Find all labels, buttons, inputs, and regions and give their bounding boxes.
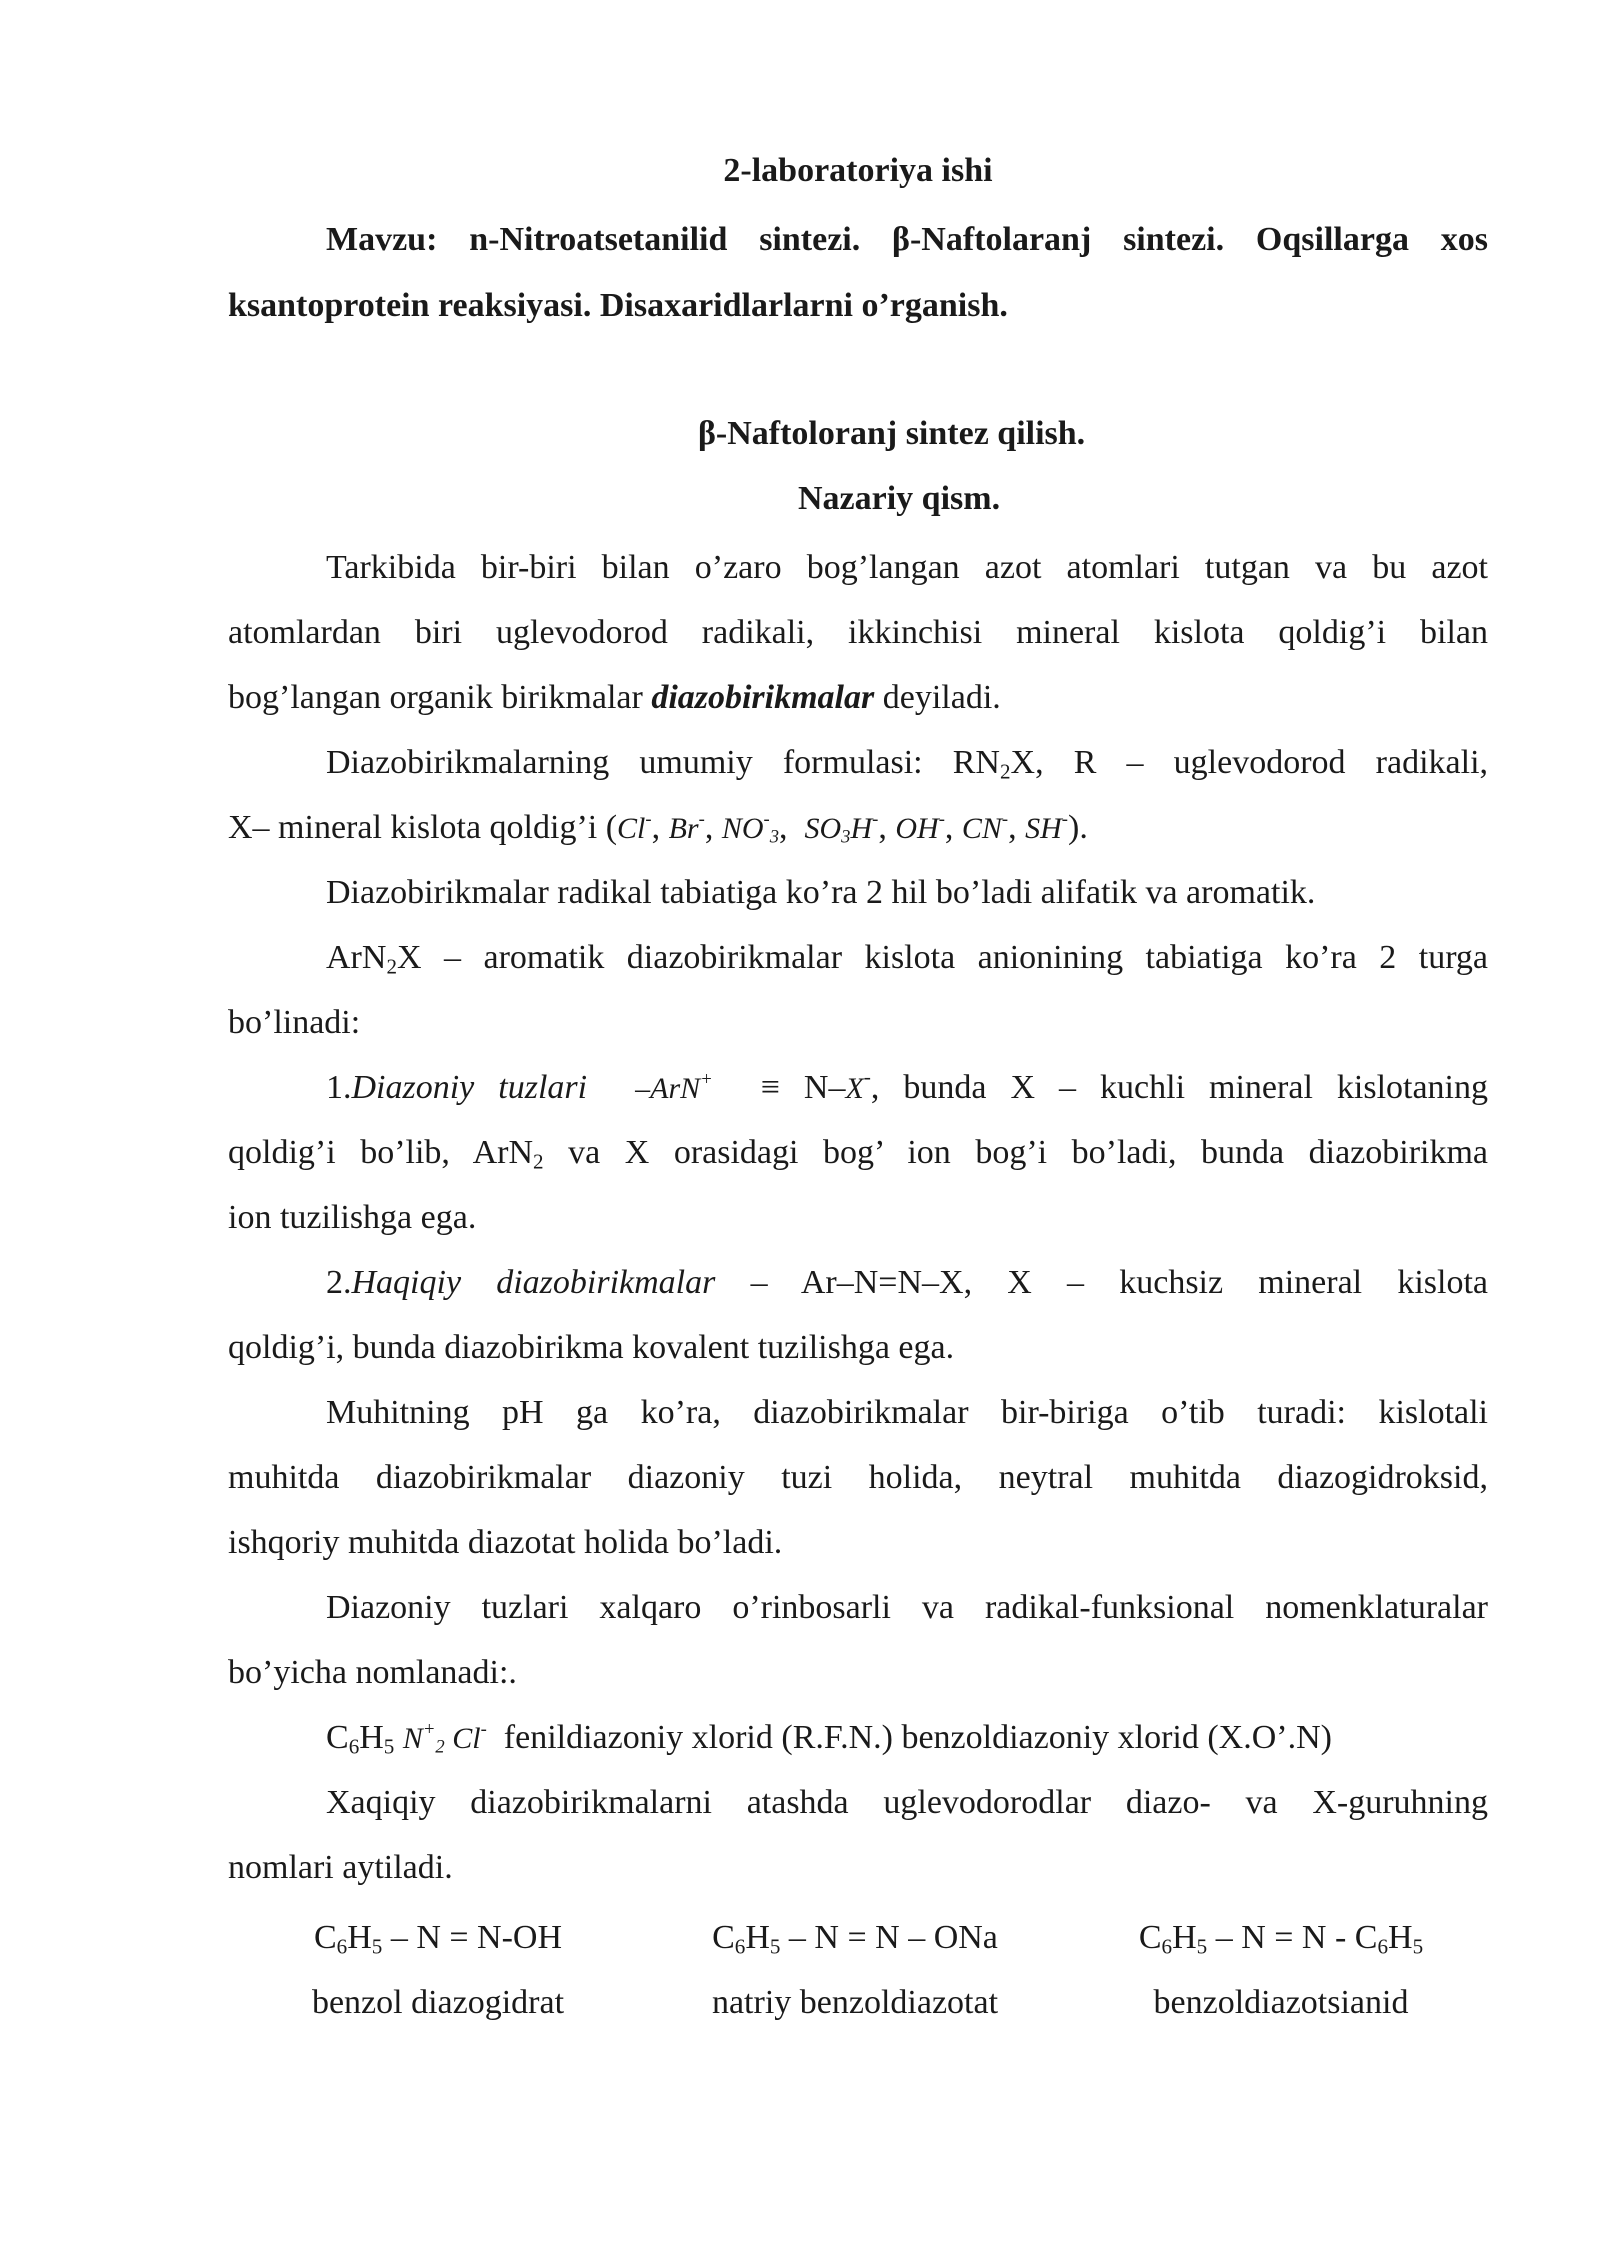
p7-line-2: nomlari aytiladi. [228,1849,453,1886]
p2-line-1-a: Diazobirikmalarning umumiy formulasi: RN [326,744,1000,781]
compound-formula-3: $C_6H_5 - N = N - C_6H_5$ [1138,1919,1424,1959]
item1-line-3: ion tuzilishga ega. [228,1199,477,1236]
compound-formula-1: $C_6H_5 - N = N-OH$ [313,1919,563,1959]
topic-line-2: ksantoprotein reaksiyasi. Disaxaridlarlarni o’rganish. [228,287,1008,324]
p6-line-1: Diazoniy tuzlari xalqaro o’rinbosarli va radikal-funksional nomenklaturalar [326,1589,1488,1626]
anion-cl: Cl- [617,808,652,845]
p1-line-2: atomlardan biri uglevodorod radikali, ikkinchisi mineral kislota qoldig’i bilan [228,614,1488,651]
anion-so3h: $SO_3H^-$ [804,808,879,848]
p5-line-3: ishqoriy muhitda diazotat holida bo’ladi. [228,1524,783,1561]
p1-line-3 [228,676,1488,720]
item1-line-1: 1.Diazoniy tuzlari –ArN+ ≡ N–X-, bunda X – kuchli mineral kislotaning [326,1064,1489,1106]
item2-line-1: 2.Haqiqiy diazobirikmalar – Ar–N=N–X, X – kuchsiz mineral kislota [326,1264,1488,1301]
term-diazoniy-tuzlari: Diazoniy tuzlari [351,1069,588,1106]
section-heading: β-Naftoloranj sintez qilish. [698,415,1086,452]
formula-arn: –ArN+ [635,1068,713,1105]
item1-number: 1. [326,1069,352,1106]
anion-no3: $NO^-_3$ [721,808,779,848]
compound-name-2: natriy benzoldiazotat [711,1984,999,2021]
p2-line-2: X– mineral kislota qoldig’i (Cl-, Br-, $NO^-_3$, $SO_3H^-$, OH-, CN-, SH-). [228,808,1088,848]
p2-line-1-b: X, R – uglevodorod radikali, [1010,744,1489,781]
example-line [326,1716,1488,1761]
p7-line-1: Xaqiqiy diazobirikmalarni atashda uglevodorodlar diazo- va X-guruhning [326,1784,1488,1821]
subsection-heading: Nazariy qism. [798,480,1001,517]
p4-line-1: ArN$_2$X – aromatik diazobirikmalar kislota anionining tabiatiga ko’ra 2 turga [326,939,1488,979]
topic-line-1: Mavzu: n-Nitroatsetanilid sintezi. β-Naftolaranj sintezi. Oqsillarga xos [326,221,1488,258]
compound-name-3: benzoldiazotsianid [1153,1984,1409,2021]
item2-number: 2. [326,1264,352,1301]
item1-line-2: qoldig’i bo’lib, ArN$_2$ va X orasidagi bog’ ion bog’i bo’ladi, bunda diazobirikma [228,1134,1489,1174]
p4-line-2: bo’linadi: [228,1004,361,1041]
term-diazobirikmalar: diazobirikmalar [651,679,875,716]
p1-line-3-pre: bog’langan organik birikmalar [228,679,643,716]
p2-line-2-pre: X– mineral kislota qoldig’i ( [228,809,618,846]
anion-br: Br- [668,808,705,845]
example-names: fenildiazoniy xlorid (R.F.N.) benzoldiazoniy xlorid (X.O’.N) [503,1719,1332,1756]
page-title: 2-laboratoriya ishi [723,152,993,189]
p2-line-1 [326,741,1488,785]
anion-oh: OH- [895,808,945,845]
anion-cn: CN- [961,808,1009,845]
p3-line: Diazobirikmalar radikal tabiatiga ko’ra 2 hil bo’ladi alifatik va aromatik. [326,874,1316,911]
anion-sh: SH- [1025,808,1068,845]
example-formula: $C_6H_5$ $N^+_2$ Cl- [326,1718,487,1759]
p5-line-1: Muhitning pH ga ko’ra, diazobirikmalar bir-biriga o’tib turadi: kislotali [326,1394,1488,1431]
p1-line-1: Tarkibida bir-biri bilan o’zaro bog’langan azot atomlari tutgan va bu azot [326,549,1488,586]
p2-line-2-post: ). [1068,809,1088,846]
p1-line-3-post: deyiladi. [882,679,1001,716]
compound-formula-2: $C_6H_5 - N = N$ – ONa [712,1919,998,1959]
p5-line-2: muhitda diazobirikmalar diazoniy tuzi holida, neytral muhitda diazogidroksid, [228,1459,1488,1496]
p2-sub: 2 [999,759,1011,784]
compound-name-1: benzol diazogidrat [311,1984,565,2021]
p6-line-2: bo’yicha nomlanadi:. [228,1654,517,1691]
item2-line-2: qoldig’i, bunda diazobirikma kovalent tuzilishga ega. [228,1329,955,1366]
term-haqiqiy-diazobirikmalar: Haqiqiy diazobirikmalar [351,1264,716,1301]
